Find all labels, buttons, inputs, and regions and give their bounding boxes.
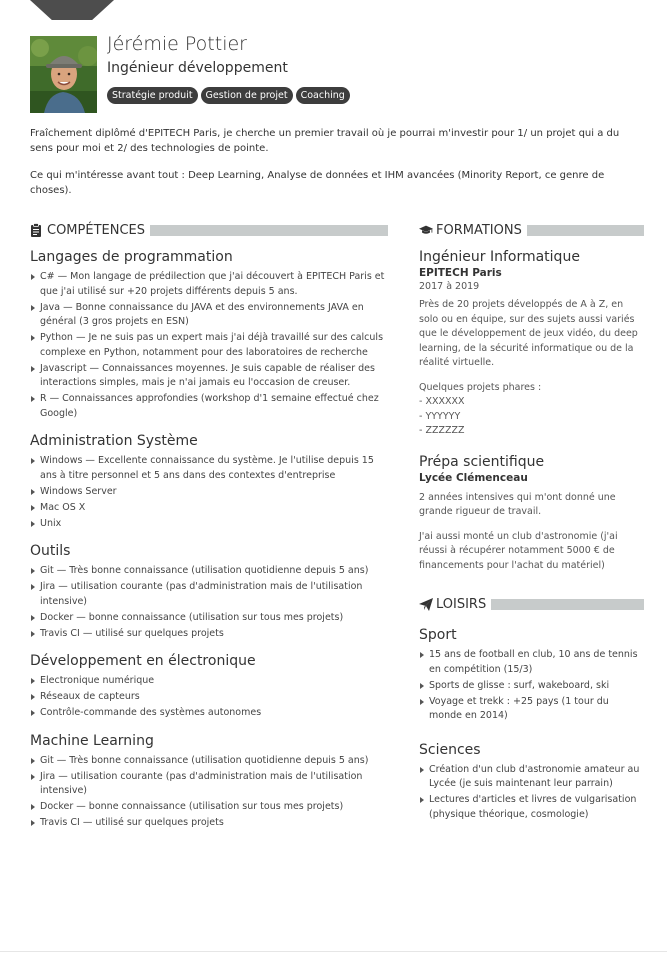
education-title: FORMATIONS bbox=[436, 222, 522, 238]
list-item: Mac OS X bbox=[30, 501, 388, 516]
hobbies-header bbox=[419, 595, 644, 613]
tag-list bbox=[107, 87, 350, 104]
list-item: Javascript — Connaissances moyennes. Je suis capable de réaliser des interactions simples, mais je n'ai jamais eu l'occasion de creuser. bbox=[30, 362, 388, 391]
tag-strategie: Stratégie produit bbox=[107, 87, 198, 104]
education-description bbox=[419, 491, 644, 574]
list-item: 15 ans de football en club, 10 ans de tennis en compétition (15/3) bbox=[419, 648, 644, 677]
clipboard-icon bbox=[30, 223, 44, 237]
list-item: Git — Très bonne connaissance (utilisation quotidienne depuis 5 ans) bbox=[30, 564, 388, 579]
skill-list bbox=[30, 564, 388, 641]
skill-group-title: Développement en électronique bbox=[30, 653, 256, 669]
list-item: Lectures d'articles et livres de vulgarisation (physique théorique, cosmologie) bbox=[419, 793, 644, 822]
project-line: - ZZZZZZ bbox=[419, 425, 465, 436]
school-name: Lycée Clémenceau bbox=[419, 471, 528, 484]
education-paragraph: 2 années intensives qui m'ont donné une grande rigueur de travail. bbox=[419, 491, 616, 517]
avatar bbox=[30, 36, 97, 113]
list-item: Windows Server bbox=[30, 485, 388, 500]
education-paragraph: Quelques projets phares : bbox=[419, 381, 542, 393]
list-item: Docker — bonne connaissance (utilisation sur tous mes projets) bbox=[30, 611, 388, 626]
skill-list bbox=[30, 454, 388, 531]
section-bar bbox=[527, 225, 644, 236]
list-item: Jira — utilisation courante (pas d'administration mais de l'utilisation intensive) bbox=[30, 770, 388, 799]
skill-group-title: Outils bbox=[30, 543, 71, 559]
project-line: - YYYYYY bbox=[419, 410, 461, 422]
skill-list bbox=[30, 754, 388, 831]
skill-group-title: Machine Learning bbox=[30, 732, 154, 749]
skills-section bbox=[30, 221, 388, 843]
list-item: Contrôle-commande des systèmes autonomes bbox=[30, 706, 388, 721]
graduation-cap-icon bbox=[419, 223, 433, 237]
hobby-group-title: Sciences bbox=[419, 741, 481, 758]
skills-header bbox=[30, 221, 388, 239]
tag-coaching: Coaching bbox=[296, 87, 350, 104]
list-item: Réseaux de capteurs bbox=[30, 690, 388, 705]
degree-title: Ingénieur Informatique bbox=[419, 249, 580, 265]
project-line: - XXXXXX bbox=[419, 396, 465, 407]
education-header bbox=[419, 221, 644, 239]
candidate-role: Ingénieur développement bbox=[107, 60, 288, 76]
school-name: EPITECH Paris bbox=[419, 267, 502, 279]
list-item: Création d'un club d'astronomie amateur au Lycée (je suis maintenant leur parrain) bbox=[419, 763, 644, 792]
list-item: C# — Mon langage de prédilection que j'ai découvert à EPITECH Paris et que j'ai utilisé sur +20 projets différents depuis 5 ans. bbox=[30, 270, 388, 299]
list-item: Voyage et trekk : +25 pays (1 tour du monde en 2014) bbox=[419, 695, 644, 724]
education-dates: 2017 à 2019 bbox=[419, 281, 480, 292]
education-paragraph: Près de 20 projets développés de A à Z, en solo ou en équipe, sur des sujets aussi variés que le développement de jeux vidéo, du deep learning, de la sécurité informatique ou de la réalité virtuelle. bbox=[419, 299, 638, 368]
skill-group-title: Administration Système bbox=[30, 433, 198, 449]
profile-header bbox=[30, 33, 650, 114]
skill-list bbox=[30, 674, 388, 721]
tag-gestion-projet: Gestion de projet bbox=[201, 87, 293, 104]
skill-group-title: Langages de programmation bbox=[30, 249, 233, 265]
education-entry bbox=[419, 454, 644, 574]
list-item: Travis CI — utilisé sur quelques projets bbox=[30, 627, 388, 642]
top-tab-decoration bbox=[30, 0, 114, 20]
degree-title: Prépa scientifique bbox=[419, 453, 545, 470]
list-item: Docker — bonne connaissance (utilisation sur tous mes projets) bbox=[30, 800, 388, 815]
list-item: Sports de glisse : surf, wakeboard, ski bbox=[419, 679, 644, 694]
list-item: Electronique numérique bbox=[30, 674, 388, 689]
list-item: Windows — Excellente connaissance du système. Je l'utilise depuis 15 ans à titre personnel et 5 ans dans des contextes d'entreprise bbox=[30, 454, 388, 483]
right-column bbox=[419, 221, 644, 834]
hobby-group-title: Sport bbox=[419, 627, 457, 643]
list-item: R — Connaissances approfondies (workshop d'1 semaine effectué chez Google) bbox=[30, 392, 388, 421]
list-item: Unix bbox=[30, 517, 388, 532]
hobby-list bbox=[419, 763, 644, 823]
paper-plane-icon bbox=[419, 597, 433, 611]
education-paragraph: J'ai aussi monté un club d'astronomie (j'ai réussi à récupérer notamment 5000 € de financements pour l'achat du matériel) bbox=[419, 530, 618, 571]
list-item: Jira — utilisation courante (pas d'administration mais de l'utilisation intensive) bbox=[30, 580, 388, 609]
education-description bbox=[419, 298, 644, 439]
list-item: Git — Très bonne connaissance (utilisation quotidienne depuis 5 ans) bbox=[30, 754, 388, 769]
summary-paragraph: Fraîchement diplômé d'EPITECH Paris, je cherche un premier travail où je pourrai m'investir pour 1/ un projet qui a du sens pour moi et 2/ des technologies de pointe. bbox=[30, 128, 620, 154]
skill-list bbox=[30, 270, 388, 421]
summary-paragraph: Ce qui m'intéresse avant tout : Deep Learning, Analyse de données et IHM avancées (Minority Report, ce genre de choses). bbox=[30, 170, 605, 196]
section-bar bbox=[491, 599, 644, 610]
education-entry bbox=[419, 249, 644, 439]
hobby-list bbox=[419, 648, 644, 724]
candidate-name: Jérémie Pottier bbox=[107, 33, 247, 55]
page-bottom-divider bbox=[0, 951, 667, 952]
list-item: Python — Je ne suis pas un expert mais j'ai déjà travaillé sur des calculs complexe en Python, notamment pour des laboratoires de recherche bbox=[30, 331, 388, 360]
summary bbox=[30, 126, 642, 210]
list-item: Java — Bonne connaissance du JAVA et des environnements JAVA en général (3 gros projets en ESN) bbox=[30, 301, 388, 330]
skills-title: COMPÉTENCES bbox=[47, 222, 146, 238]
list-item: Travis CI — utilisé sur quelques projets bbox=[30, 816, 388, 831]
hobbies-title: LOISIRS bbox=[436, 596, 487, 612]
section-bar bbox=[150, 225, 388, 236]
